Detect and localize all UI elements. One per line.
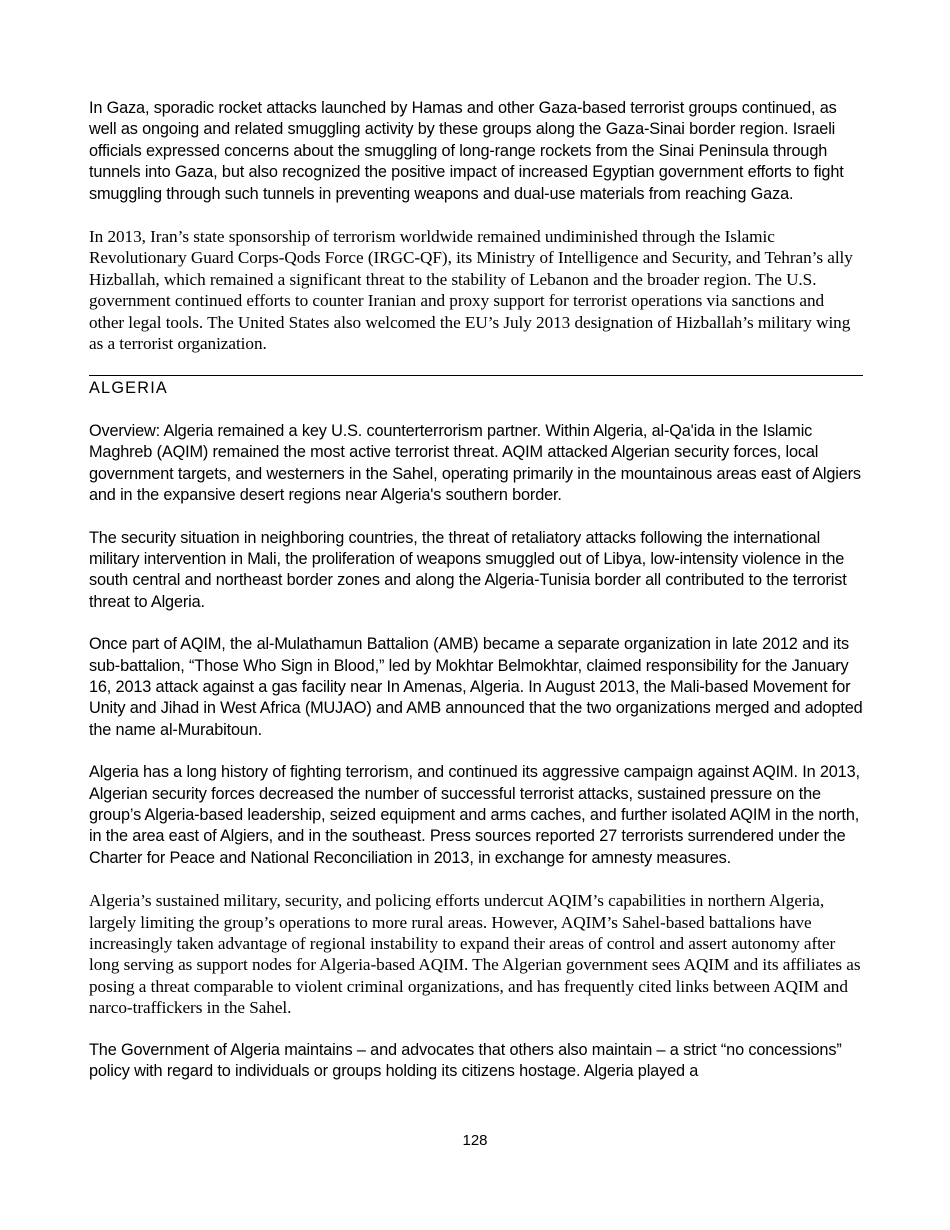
- paragraph-algeria-overview: Overview: Algeria remained a key U.S. counterterrorism partner. Within Algeria, al-Qa'ida in the Islamic Maghreb (AQIM) remained the most active terrorist threat. AQIM attacked Algerian security forces, local government targets, and westerners in the Sahel, operating primarily in the mountainous areas east of Algiers and in the expansive desert regions near Algeria's southern border.: [89, 421, 861, 505]
- section-heading-algeria: ALGERIA: [89, 379, 168, 398]
- document-body: [89, 98, 863, 1103]
- paragraph-iran: In 2013, Iran’s state sponsorship of terrorism worldwide remained undiminished through the Islamic Revolutionary Guard Corps-Qods Force (IRGC-QF), its Ministry of Intelligence and Security, and Tehran’s ally Hizballah, which remained a significant threat to the stability of Lebanon and the broader region. The U.S. government continued efforts to counter Iranian and proxy support for terrorist operations via sanctions and other legal tools. The United States also welcomed the EU’s July 2013 designation of Hizballah’s military wing as a terrorist organization.: [89, 227, 853, 354]
- paragraph-algeria-military-efforts: Algeria’s sustained military, security, and policing efforts undercut AQIM’s capabilities in northern Algeria, largely limiting the group’s operations to more rural areas. However, AQIM’s Sahel-based battalions have increasingly taken advantage of regional instability to expand their areas of control and assert autonomy after long serving as support nodes for Algeria-based AQIM. The Algerian government sees AQIM and its affiliates as posing a threat comparable to violent criminal organizations, and has frequently cited links between AQIM and narco-traffickers in the Sahel.: [89, 891, 861, 1018]
- page-number: 128: [462, 1132, 488, 1149]
- paragraph-algeria-no-concessions: The Government of Algeria maintains – and advocates that others also maintain – a strict “no concessions” policy with regard to individuals or groups holding its citizens hostage. Algeria played a: [89, 1040, 842, 1081]
- paragraph-algeria-amb: Once part of AQIM, the al-Mulathamun Battalion (AMB) became a separate organization in late 2012 and its sub-battalion, “Those Who Sign in Blood,” led by Mokhtar Belmokhtar, claimed responsibility for the January 16, 2013 attack against a gas facility near In Amenas, Algeria. In August 2013, the Mali-based Movement for Unity and Jihad in West Africa (MUJAO) and AMB announced that the two organizations merged and adopted the name al-Murabitoun.: [89, 635, 863, 739]
- section-divider: [89, 375, 863, 376]
- paragraph-algeria-history: Algeria has a long history of fighting terrorism, and continued its aggressive campaign against AQIM. In 2013, Algerian security forces decreased the number of successful terrorist attacks, sustained pressure on the group’s Algeria-based leadership, seized equipment and arms caches, and further isolated AQIM in the north, in the area east of Algiers, and in the southeast. Press sources reported 27 terrorists surrendered under the Charter for Peace and National Reconciliation in 2013, in exchange for amnesty measures.: [89, 763, 860, 867]
- paragraph-algeria-security-situation: The security situation in neighboring countries, the threat of retaliatory attacks following the international military intervention in Mali, the proliferation of weapons smuggled out of Libya, low-intensity violence in the south central and northeast border zones and along the Algeria-Tunisia border all contributed to the terrorist threat to Algeria.: [89, 528, 847, 611]
- paragraph-gaza: In Gaza, sporadic rocket attacks launched by Hamas and other Gaza-based terrorist groups continued, as well as ongoing and related smuggling activity by these groups along the Gaza-Sinai border region. Israeli officials expressed concerns about the smuggling of long-range rockets from the Sinai Peninsula through tunnels into Gaza, but also recognized the positive impact of increased Egyptian government efforts to fight smuggling through such tunnels in preventing weapons and dual-use materials from reaching Gaza.: [89, 99, 844, 203]
